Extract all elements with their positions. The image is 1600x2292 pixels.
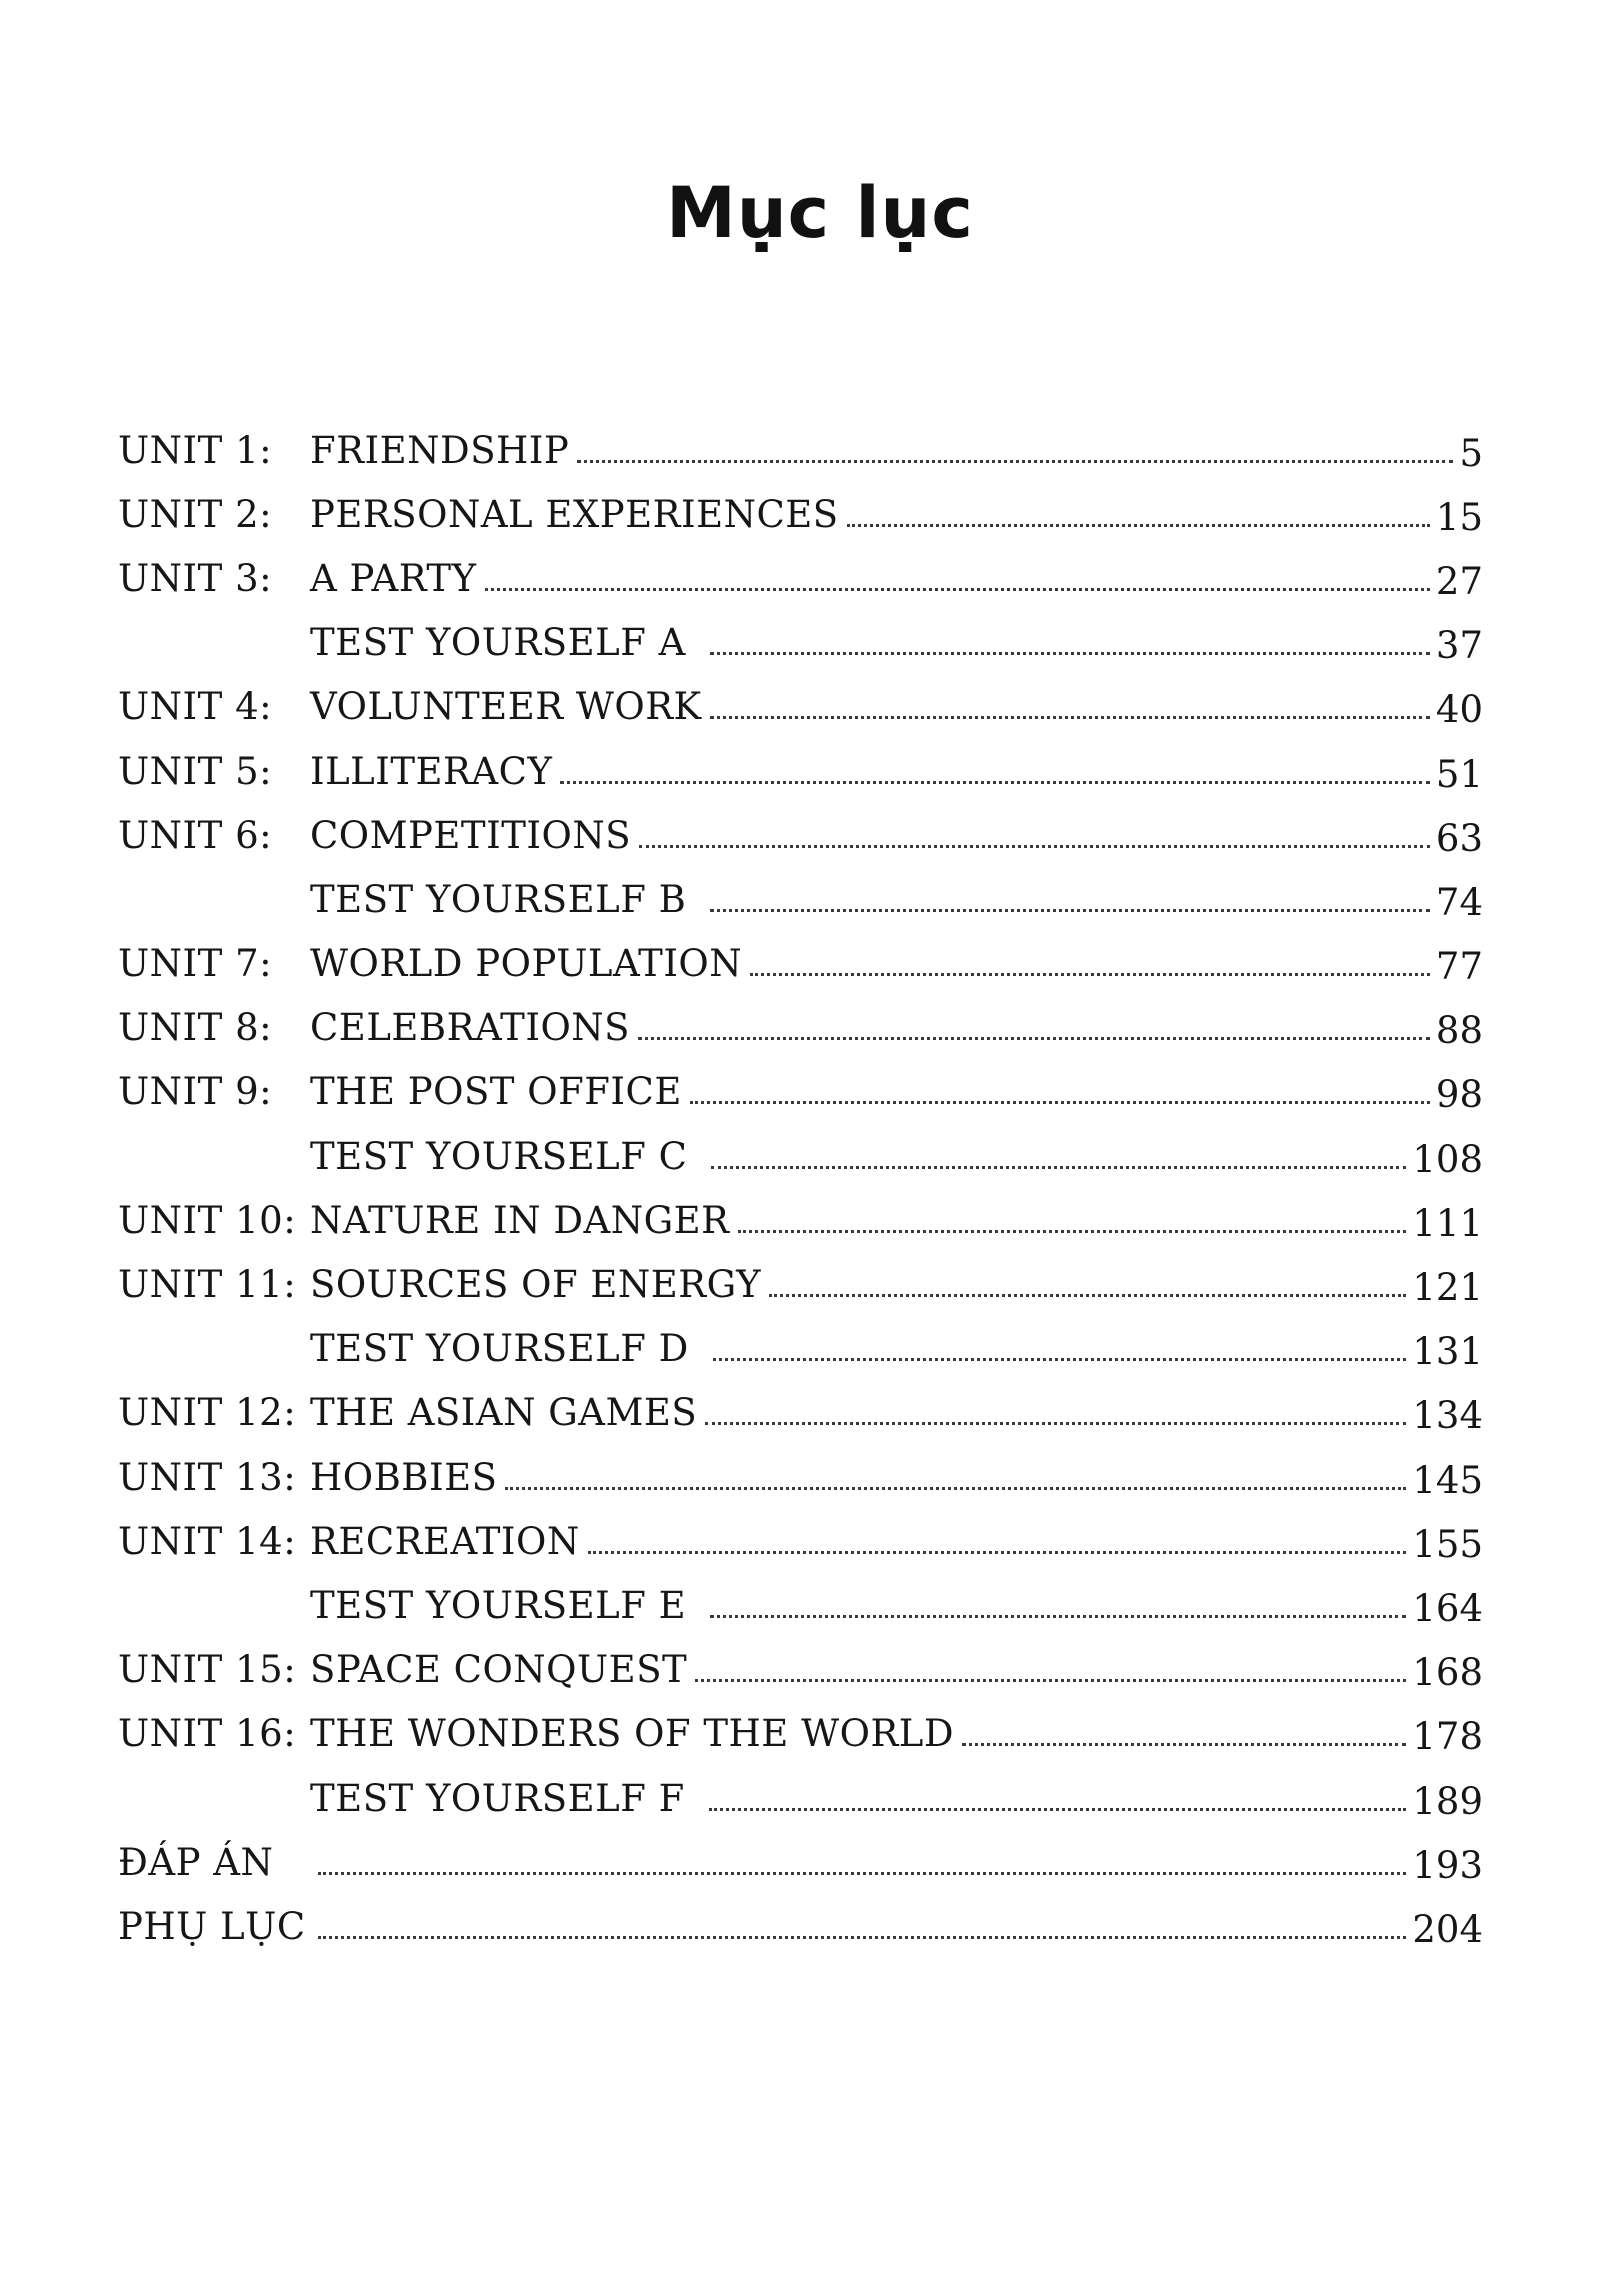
toc-entry-title: CELEBRATIONS — [310, 1006, 630, 1050]
dot-leader — [962, 1743, 1406, 1746]
toc-entry[interactable] — [118, 1188, 1483, 1252]
toc-entry-page-number: 134 — [1412, 1394, 1483, 1438]
toc-entry[interactable] — [118, 1252, 1483, 1316]
toc-entry-label: UNIT 6: — [118, 813, 273, 857]
toc-entry-label: UNIT 7: — [118, 942, 273, 986]
toc-entry-title: VOLUNTEER WORK — [310, 685, 702, 729]
toc-entry[interactable] — [118, 1894, 1483, 1958]
toc-entry-page-number: 98 — [1435, 1073, 1483, 1117]
toc-entry[interactable] — [118, 1317, 1483, 1381]
toc-entry-page-number: 164 — [1412, 1586, 1483, 1630]
dot-leader — [485, 588, 1430, 591]
toc-entry-page-number: 155 — [1412, 1522, 1483, 1566]
toc-entry[interactable] — [118, 1381, 1483, 1445]
dot-leader — [711, 1166, 1406, 1169]
toc-entry[interactable] — [118, 996, 1483, 1060]
toc-entry-title: THE ASIAN GAMES — [310, 1391, 698, 1435]
toc-entry-label: UNIT 15: — [118, 1648, 297, 1692]
toc-entry-page-number: 121 — [1412, 1266, 1483, 1310]
toc-entry-page-number: 77 — [1435, 945, 1483, 989]
dot-leader — [750, 973, 1430, 976]
toc-entry-label: UNIT 9: — [118, 1070, 273, 1114]
toc-entry-title: THE POST OFFICE — [310, 1070, 682, 1114]
toc-entry-page-number: 88 — [1435, 1009, 1483, 1053]
toc-entry-title: THE WONDERS OF THE WORLD — [310, 1712, 955, 1756]
dot-leader — [709, 1808, 1407, 1811]
toc-entry-title: PERSONAL EXPERIENCES — [310, 492, 839, 536]
toc-entry-label: ĐÁP ÁN — [118, 1840, 274, 1884]
toc-entry-page-number: 168 — [1412, 1651, 1483, 1695]
toc-entry-page-number: 178 — [1412, 1715, 1483, 1759]
toc-entry-label: UNIT 12: — [118, 1391, 297, 1435]
toc-entry-page-number: 131 — [1412, 1330, 1483, 1374]
toc-entry[interactable] — [118, 867, 1483, 931]
toc-entry-title: RECREATION — [310, 1519, 580, 1563]
toc-entry[interactable] — [118, 932, 1483, 996]
dot-leader — [560, 781, 1430, 784]
toc-entry-page-number: 40 — [1435, 688, 1483, 732]
toc-entry-page-number: 37 — [1435, 624, 1483, 668]
toc-entry-title: NATURE IN DANGER — [310, 1198, 730, 1242]
toc-entry-label: UNIT 3: — [118, 556, 273, 600]
toc-entry-title: SPACE CONQUEST — [310, 1648, 688, 1692]
dot-leader — [318, 1936, 1406, 1939]
toc-entry-page-number: 193 — [1412, 1843, 1483, 1887]
toc-entry[interactable] — [118, 1702, 1483, 1766]
toc-entry-title: TEST YOURSELF C — [310, 1134, 688, 1178]
toc-entry[interactable] — [118, 546, 1483, 610]
dot-leader — [690, 1101, 1430, 1104]
toc-entry[interactable] — [118, 675, 1483, 739]
toc-entry[interactable] — [118, 1509, 1483, 1573]
toc-entry[interactable] — [118, 1638, 1483, 1702]
toc-entry[interactable] — [118, 1830, 1483, 1894]
toc-entry-title: TEST YOURSELF F — [310, 1776, 685, 1820]
toc-entry[interactable] — [118, 1445, 1483, 1509]
toc-entry-title: HOBBIES — [310, 1455, 498, 1499]
dot-leader — [713, 1358, 1407, 1361]
toc-entry-page-number: 145 — [1412, 1458, 1483, 1502]
dot-leader — [577, 460, 1453, 463]
dot-leader — [639, 845, 1430, 848]
toc-entry[interactable] — [118, 1573, 1483, 1637]
toc-entry-label: UNIT 5: — [118, 749, 273, 793]
page-title: Mục lục — [666, 172, 974, 254]
dot-leader — [710, 909, 1430, 912]
toc-entry-page-number: 15 — [1435, 495, 1483, 539]
toc-entry[interactable] — [118, 739, 1483, 803]
dot-leader — [505, 1487, 1406, 1490]
toc-entry-label: UNIT 4: — [118, 685, 273, 729]
toc-entry-title: FRIENDSHIP — [310, 428, 570, 472]
dot-leader — [738, 1230, 1407, 1233]
toc-entry-title: A PARTY — [310, 556, 477, 600]
toc-entry[interactable] — [118, 1060, 1483, 1124]
toc-entry-page-number: 51 — [1435, 752, 1483, 796]
toc-entry-title: TEST YOURSELF D — [310, 1327, 689, 1371]
dot-leader — [695, 1679, 1406, 1682]
dot-leader — [705, 1422, 1406, 1425]
toc-entry-page-number: 204 — [1412, 1907, 1483, 1951]
toc-entry-title: SOURCES OF ENERGY — [310, 1263, 762, 1307]
toc-entry-title: WORLD POPULATION — [310, 942, 743, 986]
toc-entry-title: TEST YOURSELF A — [310, 621, 686, 665]
dot-leader — [588, 1551, 1407, 1554]
toc-entry[interactable] — [118, 611, 1483, 675]
dot-leader — [318, 1872, 1406, 1875]
dot-leader — [710, 1615, 1406, 1618]
dot-leader — [769, 1294, 1406, 1297]
toc-entry-title: TEST YOURSELF B — [310, 877, 687, 921]
toc-entry-label: UNIT 13: — [118, 1455, 297, 1499]
toc-entry-label: UNIT 1: — [118, 428, 273, 472]
dot-leader — [638, 1037, 1430, 1040]
dot-leader — [710, 652, 1430, 655]
toc-entry-label: UNIT 16: — [118, 1712, 297, 1756]
toc-entry[interactable] — [118, 418, 1483, 482]
toc-entry-label: UNIT 14: — [118, 1519, 297, 1563]
toc-entry-page-number: 74 — [1435, 880, 1483, 924]
toc-entry-page-number: 108 — [1412, 1137, 1483, 1181]
dot-leader — [847, 524, 1430, 527]
toc-entry-title: COMPETITIONS — [310, 813, 632, 857]
toc-entry-label: PHỤ LỤC — [118, 1904, 306, 1948]
toc-entry-page-number: 111 — [1412, 1201, 1483, 1245]
toc-entry-label: UNIT 8: — [118, 1006, 273, 1050]
toc-entry[interactable] — [118, 482, 1483, 546]
toc-entry-label: UNIT 11: — [118, 1263, 297, 1307]
toc-entry[interactable] — [118, 1124, 1483, 1188]
toc-entry[interactable] — [118, 803, 1483, 867]
toc-entry-page-number: 27 — [1435, 559, 1483, 603]
toc-entry[interactable] — [118, 1766, 1483, 1830]
toc-entry-page-number: 63 — [1435, 816, 1483, 860]
dot-leader — [710, 716, 1430, 719]
toc-entry-title: ILLITERACY — [310, 749, 553, 793]
toc-entry-page-number: 189 — [1412, 1779, 1483, 1823]
toc-entry-label: UNIT 10: — [118, 1198, 297, 1242]
table-of-contents — [118, 418, 1483, 1959]
toc-entry-title: TEST YOURSELF E — [310, 1583, 687, 1627]
toc-entry-page-number: 5 — [1459, 431, 1483, 475]
toc-entry-label: UNIT 2: — [118, 492, 273, 536]
